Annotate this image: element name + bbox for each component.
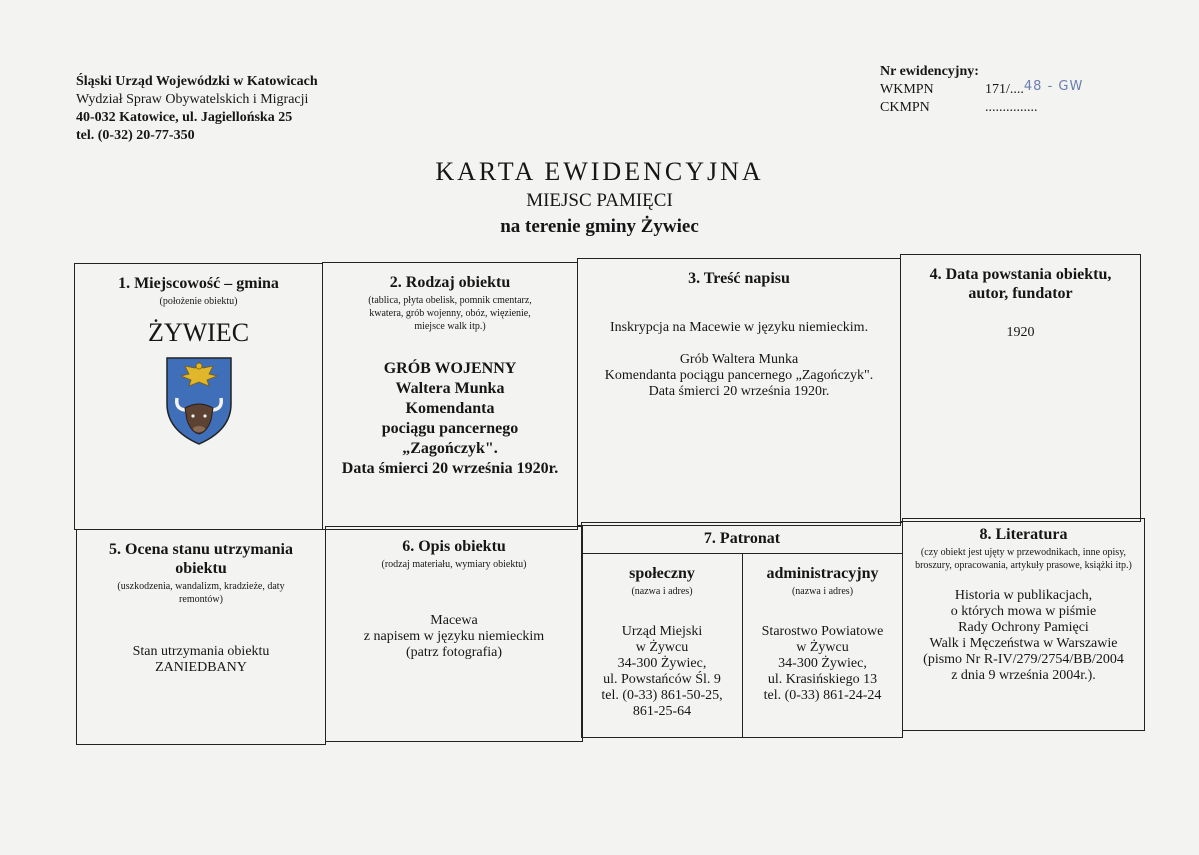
literature-line-5: (pismo Nr R-IV/279/2754/BB/2004 [923,652,1124,667]
cell-patronage-heading: 7. Patronat [703,530,781,547]
social-line-1: Urząd Miejski [621,624,703,639]
object-type-line-4: pociągu pancernego [381,420,519,437]
title-region: na terenie gminy Żywiec [500,216,699,237]
object-type-line-1: GRÓB WOJENNY [383,360,517,377]
condition-line-2: ZANIEDBANY [155,660,247,675]
office-name: Śląski Urząd Wojewódzki w Katowicach [76,74,318,89]
creation-date-value: 1920 [1006,325,1035,340]
object-type-line-6: Data śmierci 20 września 1920r. [341,460,559,477]
social-sub: (nazwa i adres) [631,586,693,597]
admin-line-5: tel. (0-33) 861-24-24 [763,688,882,703]
cell-location-sub: (położenie obiektu) [159,296,238,307]
registry-box [880,63,1083,117]
ckmpn-row [880,99,1083,117]
cell-object-type [322,262,578,530]
location-value: ŻYWIEC [147,318,250,347]
cell-creation-date [900,254,1141,522]
cell-description [325,526,583,742]
description-line-1: Macewa [430,613,478,628]
wkmpn-row [880,81,1083,99]
cell-patronage-admin [742,553,903,738]
cell-literature-heading: 8. Literatura [979,526,1068,543]
admin-line-3: 34-300 Żywiec, [778,656,867,671]
zywiec-coat-of-arms-icon [163,354,235,446]
admin-heading: administracyjny [766,565,879,582]
cell-condition-sub: (uszkodzenia, wandalizm, kradzieże, daty remontów) [117,581,285,605]
literature-line-6: z dnia 9 września 2004r.). [951,668,1096,683]
cell-object-type-sub: (tablica, płyta obelisk, pomnik cmentarz, kwatera, grób wojenny, obóz, więzienie, miejsce walk itp.) [368,295,532,332]
object-type-line-2: Waltera Munka [395,380,505,397]
office-address [76,73,318,145]
object-type-line-3: Komendanta [405,400,495,417]
title-main: KARTA EWIDENCYJNA [435,157,764,186]
cell-location-heading: 1. Miejscowość – gmina [118,275,279,292]
cell-condition-heading-2: obiektu [175,560,227,577]
cell-patronage-social [581,553,743,738]
office-department: Wydział Spraw Obywatelskich i Migracji [76,92,309,107]
object-type-line-5: „Zagończyk". [402,440,498,457]
admin-sub: (nazwa i adres) [791,586,854,597]
registry-label: Nr ewidencyjny: [880,64,979,79]
social-heading: społeczny [629,565,695,582]
inscription-line-3: Data śmierci 20 września 1920r. [648,384,830,399]
inscription-intro: Inskrypcja na Macewie w języku niemieckim. [609,320,869,335]
literature-line-4: Walk i Męczeństwa w Warszawie [929,636,1118,651]
title-sub: MIEJSC PAMIĘCI [526,190,673,211]
office-phone: tel. (0-32) 20-77-350 [76,128,195,143]
admin-line-1: Starostwo Powiatowe [761,624,884,639]
literature-line-1: Historia w publikacjach, [954,588,1093,603]
social-line-5: tel. (0-33) 861-50-25, [601,688,723,703]
social-line-2: w Żywcu [635,640,689,655]
ckmpn-label: CKMPN [880,100,930,115]
cell-description-heading: 6. Opis obiektu [402,538,506,555]
inscription-line-1: Grób Waltera Munka [679,352,799,367]
social-line-4: ul. Powstańców Śl. 9 [603,672,721,687]
cell-patronage-header [581,522,903,554]
cell-literature [902,518,1145,731]
ckmpn-value: ............... [985,100,1038,115]
wkmpn-value: 171/.... [985,82,1024,97]
cell-location [74,263,323,530]
office-street: 40-032 Katowice, ul. Jagiellońska 25 [76,110,293,125]
cell-creation-heading-1: 4. Data powstania obiektu, [929,266,1112,283]
social-line-3: 34-300 Żywiec, [617,656,707,671]
cell-inscription [577,258,901,526]
social-line-6: 861-25-64 [632,704,692,719]
description-line-2: z napisem w języku niemieckim [363,629,545,644]
cell-description-sub: (rodzaj materiału, wymiary obiektu) [381,559,527,570]
inscription-line-2: Komendanta pociągu pancernego „Zagończyk". [604,368,874,383]
cell-creation-heading-2: autor, fundator [968,285,1073,302]
condition-line-1: Stan utrzymania obiektu [132,644,270,659]
literature-line-3: Rady Ochrony Pamięci [958,620,1089,635]
wkmpn-label: WKMPN [880,82,934,97]
cell-condition [76,529,326,745]
cell-inscription-heading: 3. Treść napisu [688,270,790,287]
admin-line-2: w Żywcu [796,640,849,655]
cell-object-type-heading: 2. Rodzaj obiektu [389,274,511,291]
cell-condition-heading-1: 5. Ocena stanu utrzymania [109,541,293,558]
literature-line-2: o których mowa w piśmie [950,604,1097,619]
admin-line-4: ul. Krasińskiego 13 [767,672,878,687]
wkmpn-handwritten: 48 - GW [1023,79,1084,94]
cell-literature-sub: (czy obiekt jest ujęty w przewodnikach, inne opisy, broszury, opracowania, artykuły prasowe, książki itp.) [915,547,1132,571]
description-line-3: (patrz fotografia) [406,645,502,660]
